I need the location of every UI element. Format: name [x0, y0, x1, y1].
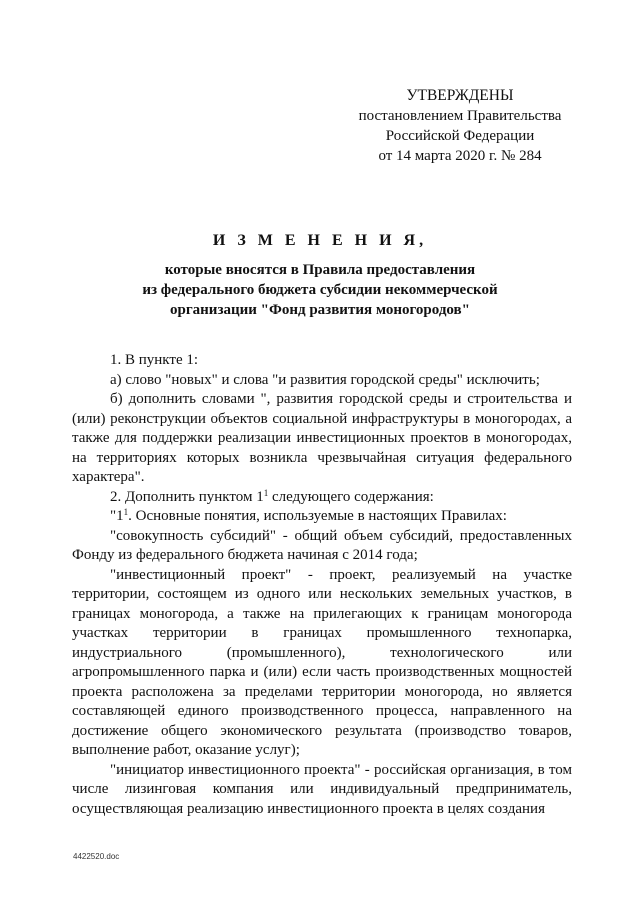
subtitle-line-3: организации "Фонд развития моногородов": [170, 302, 470, 318]
document-body: [72, 351, 572, 819]
approval-heading: УТВЕРЖДЕНЫ: [406, 87, 514, 104]
approval-line-2: Российской Федерации: [385, 128, 535, 144]
paragraph-7: "инвестиционный проект" - проект, реализуемый на участке территории, состоящем из одного или нескольких земельных участков, в границах моногорода, а также на прилегающих к границам моногорода участках территории в границах промышленного технопарка, индустриального (промышленного), технологического или агропромышленного парка и (или) если часть производственных мощностей проекта расположена за пределами территории моногорода, но является составляющей единого производственного процесса, направленного на достижение общего экономического результата (производство товаров, выполнение работ, оказание услуг);: [72, 566, 572, 758]
paragraph-8: "инициатор инвестиционного проекта" - российская организация, в том числе лизинговая компания или индивидуальный предприниматель, осуществляющая реализацию инвестиционного проекта в целях создания: [72, 761, 572, 817]
paragraph-5-superscript: 1: [123, 507, 129, 517]
paragraph-1: 1. В пункте 1:: [110, 352, 199, 368]
file-name-footer: 4422520.doc: [73, 852, 120, 861]
paragraph-5: [72, 507, 572, 527]
subtitle-line-1: которые вносятся в Правила предоставления: [164, 262, 476, 278]
paragraph-5-tail: . Основные понятия, используемые в настоящих Правилах:: [128, 508, 507, 524]
subtitle-line-2: из федерального бюджета субсидии некоммерческой: [142, 282, 498, 298]
paragraph-6: "совокупность субсидий" - общий объем субсидий, предоставленных Фонду из федерального бюджета начиная с 2014 года;: [72, 527, 572, 563]
paragraph-4-tail: следующего содержания:: [268, 488, 434, 505]
paragraph-2: а) слово "новых" и слова "и развития городской среды" исключить;: [110, 371, 540, 388]
paragraph-4-superscript: 1: [263, 487, 269, 498]
paragraph-4-text: 2. Дополнить пунктом 1: [110, 488, 264, 505]
paragraph-4: [72, 488, 572, 508]
approval-stamp: [340, 86, 580, 166]
document-title: И З М Е Н Е Н И Я,: [212, 232, 428, 249]
approval-line-3: от 14 марта 2020 г. № 284: [378, 148, 542, 164]
document-subtitle: [130, 260, 510, 320]
paragraph-5-text: "1: [110, 508, 124, 524]
paragraph-3: б) дополнить словами ", развития городской среды и строительства и (или) реконструкции объектов социальной инфраструктуры в моногородах, а также для поддержки реализации инвестиционных проектов в моногородах, на территориях которых возникла чрезвычайная ситуация федерального характера".: [72, 391, 572, 485]
approval-line-1: постановлением Правительства: [358, 108, 562, 124]
